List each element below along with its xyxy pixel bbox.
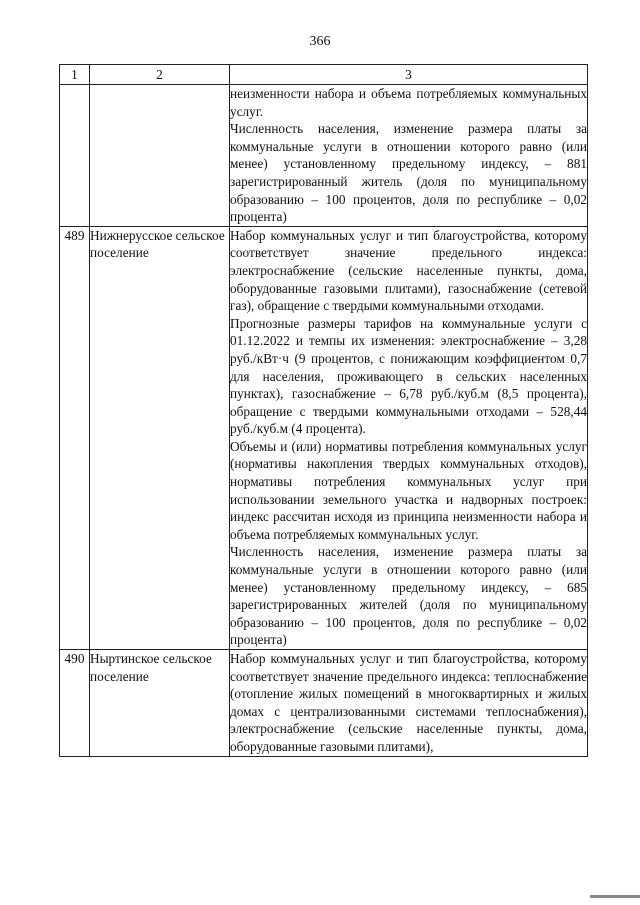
tariff-table — [59, 64, 588, 757]
row-number — [60, 85, 90, 227]
content-paragraph: Объемы и (или) нормативы потребления коммунальных услуг (нормативы накопления твердых коммунальных отходов), нормативы потребления коммунальных услуг при использовании земельного участка и надворных построек: индекс рассчитан исходя из принципа неизменности набора и объема потребляемых коммунальных услуг. — [230, 438, 587, 542]
content-paragraph: неизменности набора и объема потребляемых коммунальных услуг. — [230, 86, 587, 119]
settlement-name — [90, 85, 230, 227]
column-header-3: 3 — [230, 65, 588, 85]
table-header-row — [60, 65, 588, 85]
table-row — [60, 650, 588, 757]
row-content — [230, 226, 588, 649]
row-number: 489 — [60, 226, 90, 649]
settlement-name: Ныртинское сельское поселение — [90, 650, 230, 757]
table-row — [60, 85, 588, 227]
row-content — [230, 650, 588, 757]
column-header-1: 1 — [60, 65, 90, 85]
content-paragraph: Численность населения, изменение размера платы за коммунальные услуги в отношении которого равно (или менее) установленному предельному индексу, – 685 зарегистрированных жителей (доля по муниципальному образованию – 100 процентов, доля по республике – 0,02 процента) — [230, 544, 587, 648]
column-header-2: 2 — [90, 65, 230, 85]
scan-edge-mark — [590, 895, 640, 898]
content-paragraph: Численность населения, изменение размера платы за коммунальные услуги в отношении которого равно (или менее) установленному предельному индексу, – 881 зарегистрированный житель (доля по муниципальному образованию – 100 процентов, доля по республике – 0,02 процента) — [230, 121, 587, 225]
table-row — [60, 226, 588, 649]
row-content — [230, 85, 588, 227]
content-paragraph: Набор коммунальных услуг и тип благоустройства, которому соответствует значение предельного индекса: электроснабжение (сельские населенные пункты, дома, оборудованные газовыми плитами), газоснабжение (сетевой газ), обращение с твердыми коммунальными отходами. — [230, 227, 587, 314]
content-paragraph: Прогнозные размеры тарифов на коммунальные услуги с 01.12.2022 и темпы их изменения: электроснабжение – 3,28 руб./кВт·ч (9 процентов, с понижающим коэффициентом 0,7 для населения, проживающего в сельских населенных пунктах), газоснабжение – 6,78 руб./куб.м (8,5 процента), обращение с твердыми коммунальными отходами – 528,44 руб./куб.м (4 процента). — [230, 315, 587, 437]
page-number: 366 — [309, 34, 331, 49]
settlement-name: Нижнерусское сельское поселение — [90, 226, 230, 649]
content-paragraph: Набор коммунальных услуг и тип благоустройства, которому соответствует значение предельного индекса: теплоснабжение (отопление жилых помещений в многоквартирных и жилых домах с централизованными системами теплоснабжения), электроснабжение (сельские населенные пункты, дома, оборудованные газовыми плитами), — [230, 651, 587, 754]
row-number: 490 — [60, 650, 90, 757]
